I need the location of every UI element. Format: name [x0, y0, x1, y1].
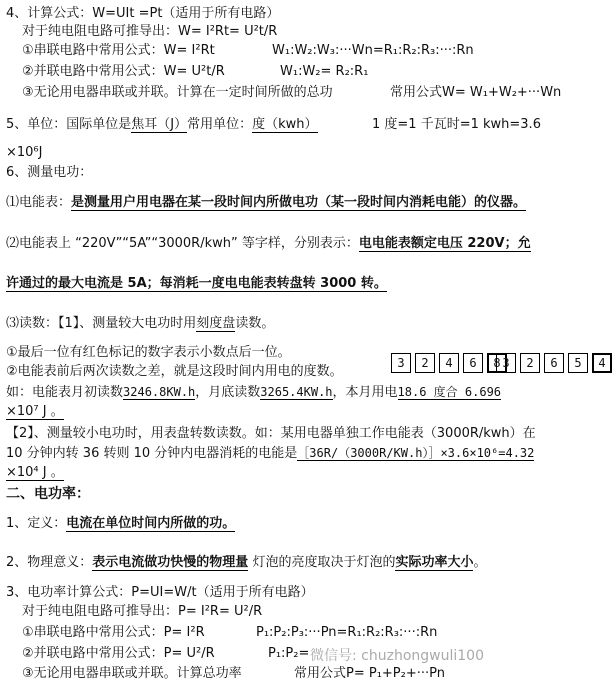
sec5-line [6, 117, 318, 133]
example-line [6, 384, 501, 401]
read-m1-end: 读数。 [235, 316, 275, 331]
sec4-derive: 对于纯电阻电路可推导出：W= I²Rt= U²t/R [22, 24, 278, 39]
power-meaning-d: 。 [473, 555, 487, 570]
marks-b: 许通过的最大电流是 5A；每消耗一度电电能表转盘转 3000 转。 [6, 276, 387, 291]
sec5-conv: 1 度=1 千瓦时=1 kwh=3.6 [372, 117, 541, 132]
read-label: ⑶读数： [6, 316, 59, 331]
sec4-any-formula: 常用公式W= W₁+W₂+···Wn [390, 85, 562, 100]
example-end-label: ，月底读数 [195, 385, 261, 400]
method2-b: 10 分钟内转 36 转则 10 分钟内电器消耗的电能是 [6, 446, 298, 461]
sec4-parallel: ②并联电路中常用公式：W= U²t/R [22, 64, 225, 79]
read-line [6, 316, 274, 332]
dial-digit: 4 [439, 353, 459, 373]
power-any-formula: 常用公式P= P₁+P₂+···Pn [294, 666, 445, 681]
read-m1-u: 刻度盘 [196, 316, 236, 331]
method2-line [6, 445, 534, 462]
method2-a: 【2】、测量较小电功时，用表盘转数读数。如：某用电器单独工作电能表（3000R/kwh）在 [6, 426, 536, 441]
watermark: 微信号: chuzhongwuli100 [310, 648, 484, 664]
read-rule-1: ①最后一位有红色标记的数字表示小数点后一位。 [6, 345, 291, 360]
meter-def: 是测量用户用电器在某一段时间内所做电功（某一段时间内消耗电能）的仪器。 [71, 195, 527, 210]
marks-a: 电电能表额定电压 220V；允 [358, 236, 531, 251]
example-start-reading: 3246.8KW.h [123, 385, 196, 399]
example-usage-label: ，本月用电 [332, 385, 398, 400]
dial-digit: 2 [520, 353, 540, 373]
example-start-label: 如：电能表月初读数 [6, 385, 124, 400]
dial-digit: 3 [391, 353, 411, 373]
power-meaning-line [6, 555, 486, 571]
meter-dials-start [391, 353, 511, 373]
meter-dials-end [496, 353, 616, 373]
method2-calc: ［36R/（3000R/KW.h）］×3.6×10⁶=4.32 [297, 446, 535, 460]
read-m1: 【1】、测量较大电功时用 [58, 316, 197, 331]
power-any: ③无论用电器串联或并联。计算总功率 [22, 666, 242, 681]
method2-result: ×10⁴ J 。 [6, 465, 64, 480]
example-usage-value: 18.6 度合 6.696 [397, 385, 502, 399]
power-series-ratio: P₁:P₂:P₃:···Pn=R₁:R₂:R₃:···:Rn [256, 625, 438, 640]
part2-title: 二、电功率： [6, 486, 90, 502]
marks-lead: ⑵电能表上 “220V”“5A”“3000R/kwh” 等字样，分别表示： [6, 236, 359, 251]
sec4-any: ③无论用电器串联或并联。计算在一定时间所做的总功 [22, 85, 333, 100]
power-def-label: 1、定义： [6, 516, 67, 531]
power-formula-title: 3、电功率计算公式：P=UI=W/t（适用于所有电路） [6, 585, 314, 600]
sec4-parallel-ratio: W₁:W₂= R₂:R₁ [280, 64, 369, 79]
power-derive: 对于纯电阻电路可推导出：P= I²R= U²/R [22, 604, 263, 619]
power-series: ①串联电路中常用公式：P= I²R [22, 625, 205, 640]
sec5-label: 5、单位：国际单位是 [6, 117, 132, 132]
power-def: 电流在单位时间内所做的功。 [66, 516, 236, 531]
example-joules: ×10⁷ J 。 [6, 404, 64, 419]
meter-line [6, 195, 526, 211]
dial-digit-decimal: 4 [592, 353, 612, 373]
sec5-si: 焦耳（J） [131, 117, 188, 132]
meter-label: ⑴电能表： [6, 195, 72, 210]
sec5-conv2: ×10⁶J [6, 145, 43, 160]
power-parallel: ②并联电路中常用公式：P= U²/R [22, 646, 215, 661]
sec6-title: 6、测量电功： [6, 165, 93, 180]
dial-digit-decimal: 8 [487, 353, 507, 373]
dial-digit: 2 [415, 353, 435, 373]
power-meaning-b: 灯泡的亮度取决于灯泡的 [252, 555, 396, 570]
power-meaning-label: 2、物理意义： [6, 555, 93, 570]
power-parallel-ratio: P₁:P₂= [268, 646, 310, 661]
example-end-reading: 3265.4KW.h [260, 385, 333, 399]
dial-digit: 5 [568, 353, 588, 373]
dial-digit: 6 [544, 353, 564, 373]
sec5-common: 度（kwh） [252, 117, 318, 132]
sec5-common-label: 常用单位： [187, 117, 253, 132]
sec4-series-ratio: W₁:W₂:W₃:···Wn=R₁:R₂:R₃:···:Rn [272, 43, 474, 58]
sec4-title: 4、计算公式：W=UIt =Pt（适用于所有电路） [6, 6, 280, 21]
power-def-line [6, 516, 235, 532]
read-rule-2: ②电能表前后两次读数之差，就是这段时间内用电的度数。 [6, 364, 343, 379]
dial-digit: 6 [463, 353, 483, 373]
power-meaning: 表示电流做功快慢的物理量 [92, 555, 249, 570]
sec4-series: ①串联电路中常用公式：W= I²Rt [22, 43, 215, 58]
marks-line [6, 236, 531, 252]
dial-digit: 3 [496, 353, 516, 373]
power-meaning-c: 实际功率大小 [395, 555, 474, 570]
